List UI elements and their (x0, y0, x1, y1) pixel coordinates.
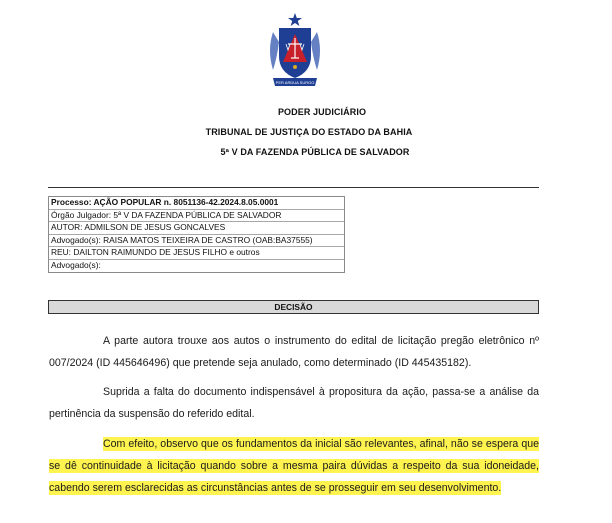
body-paragraph-3-highlighted (49, 433, 539, 499)
defendant-lawyer: Advogado(s): (49, 259, 344, 272)
section-title-decision: DECISÃO (48, 300, 539, 314)
svg-text:PER ARDUA SURGO: PER ARDUA SURGO (275, 80, 315, 85)
highlighted-text: Com efeito, observo que os fundamentos da inicial são relevantes, afinal, não se espera que se dê continuidade à licitação quando sobre a mesma paira dúvidas a respeito da sua idoneidade, cabendo serem esclarecidas as circunstâncias antes de se prosseguir em seu desenvolvimento. (49, 438, 539, 494)
case-number: Processo: AÇÃO POPULAR n. 8051136-42.2024.8.05.0001 (51, 197, 279, 207)
judging-body: Órgão Julgador: 5ª V DA FAZENDA PÚBLICA DE SALVADOR (49, 209, 344, 222)
court-power-title: PODER JUDICIÁRIO (277, 107, 367, 117)
coat-of-arms-bahia-icon (263, 12, 327, 92)
case-info-box (48, 196, 345, 273)
body-paragraph-2: Suprida a falta do documento indispensável à propositura da ação, passa-se a análise da pertinência da suspensão do referido edital. (49, 386, 539, 420)
body-paragraph-1: A parte autora trouxe aos autos o instrumento do edital de licitação pregão eletrônico nº 007/2024 (ID 445646496) que pretende seja anulado, como determinado (ID 445435182). (49, 335, 539, 369)
plaintiff-lawyer: Advogado(s): RAISA MATOS TEIXEIRA DE CASTRO (OAB:BA37555) (49, 234, 344, 247)
header-divider (48, 187, 539, 188)
defendant: REU: DAILTON RAIMUNDO DE JESUS FILHO e outros (49, 246, 344, 259)
plaintiff: AUTOR: ADMILSON DE JESUS GONCALVES (49, 221, 344, 234)
court-unit-title: 5ª V DA FAZENDA PÚBLICA DE SALVADOR (220, 147, 410, 157)
court-tribunal-title: TRIBUNAL DE JUSTIÇA DO ESTADO DA BAHIA (205, 127, 413, 137)
